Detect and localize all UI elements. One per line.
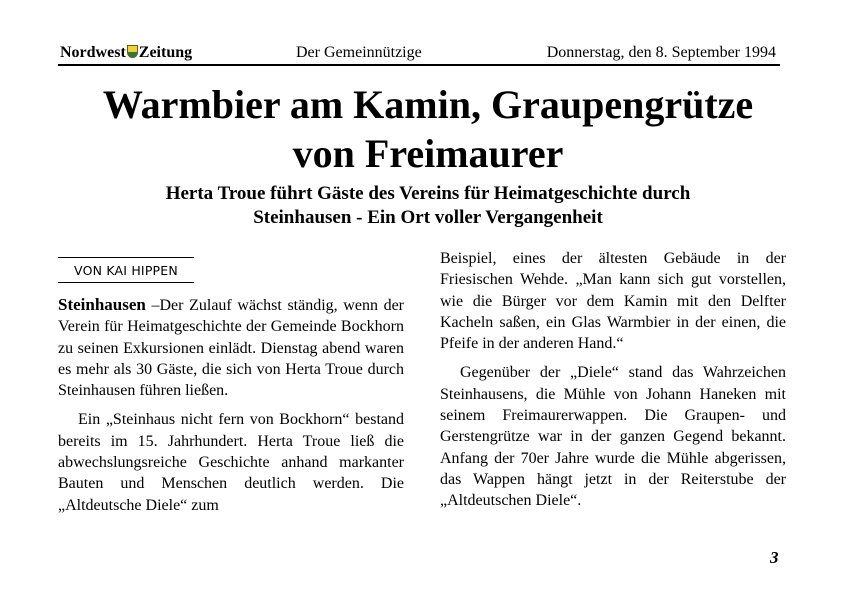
newspaper-name-part1: Nordwest: [60, 44, 126, 61]
newspaper-name: [60, 44, 192, 62]
dateline: Steinhausen: [58, 295, 146, 314]
page-number: 3: [770, 548, 779, 567]
section-name: Der Gemeinnützige: [296, 44, 422, 61]
headline: [40, 80, 816, 178]
headline-line-2: von Freimaurer: [292, 131, 564, 176]
article-paragraph-2: Ein „Steinhaus nicht fern von Bockhorn“ bestand bereits im 15. Jahrhundert. Herta Troue ließ die abwechslungsreiche Geschichte anhand markanter Bauten und Menschen deutlich werden. Die „Altdeutsche Diele“ zum: [58, 411, 404, 514]
newspaper-name-part2: Zeitung: [138, 44, 193, 61]
subheadline-line-1: Herta Troue führt Gäste des Vereins für Heimatgeschichte durch: [165, 183, 691, 204]
article-paragraph-3: Beispiel, eines der ältesten Gebäude in der Friesischen Wehde. „Man kann sich gut vorstellen, wie die Bürger vor dem Kamin mit den Delfter Kacheln saßen, ein Glas Warmbier in der einen, die Pfeife in der anderen Hand.“: [440, 250, 786, 353]
subheadline: [60, 182, 796, 230]
headline-line-1: Warmbier am Kamin, Graupengrütze: [102, 82, 754, 127]
paragraph-1-text: –Der Zulauf wächst ständig, wenn der Verein für Heimatgeschichte der Gemeinde Bockhorn zu seinen Exkursionen einlädt. Dienstag abend waren es mehr als 30 Gäste, die sich von Herta Troue durch Steinhausen führen ließen.: [58, 297, 404, 400]
article-column-right: [440, 248, 786, 512]
subheadline-line-2: Steinhausen - Ein Ort voller Vergangenheit: [253, 207, 603, 228]
article-paragraph-1: [58, 294, 404, 401]
issue-date: Donnerstag, den 8. September 1994: [546, 44, 776, 61]
article-column-left: [58, 294, 404, 516]
coat-of-arms-icon: [127, 45, 138, 58]
masthead: [58, 42, 780, 66]
byline: VON KAI HIPPEN: [58, 260, 194, 283]
byline-top-rule: [58, 257, 194, 258]
article-paragraph-4: Gegenüber der „Diele“ stand das Wahrzeichen Steinhausens, die Mühle von Johann Haneken mit seinem Freimaurerwappen. Die Graupen- und Gerstengrütze war in der ganzen Gegend bekannt. Anfang der 70er Jahre wurde die Mühle abgerissen, das Wappen hängt jetzt in der Reiterstube der „Altdeutschen Diele“.: [440, 364, 786, 510]
